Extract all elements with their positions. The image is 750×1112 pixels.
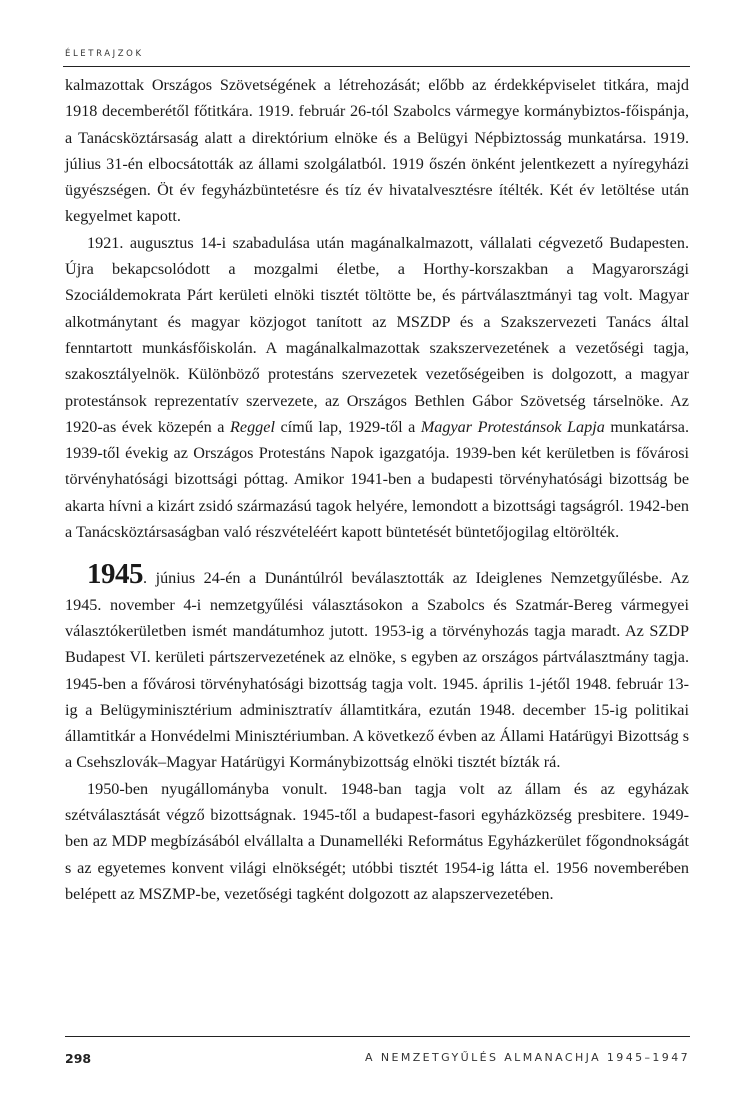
paragraph-3-text: . június 24-én a Dunántúlról beválasztották az Ideiglenes Nemzetgyűlésbe. Az 1945. november 4-i nemzetgyűlési választásokon a Szabolcs és Szatmár-Bereg vármegyei választókerületben ismét mandátumhoz jutott. 1953-ig a törvényhozás tagja maradt. Az SZDP Budapest VI. kerületi pártszervezetének az elnöke, s egyben az országos pártválasztmány tagja. 1945-ben a fővárosi törvényhatósági bizottság tagja volt. 1945. április 1-jétől 1948. február 13-ig a Belügyminisztérium adminisztratív államtitkára, ezután 1948. december 15-ig politikai államtitkár a Honvédelmi Minisztériumban. A következő évben az Állami Határügyi Bizottság s a Csehszlovák–Magyar Határügyi Kormánybizottság elnöki tisztét bízták rá.	[65, 569, 689, 772]
paragraph-2-part-a: 1921. augusztus 14-i szabadulása után magánalkalmazott, vállalati cégvezető Budapesten. Újra bekapcsolódott a mozgalmi életbe, a Horthy-korszakban a Magyarországi Szociáldemokrata Párt kerületi elnöki tisztét töltötte be, és pártválasztmányi tag volt. Magyar alkotmánytant és magyar közjogot tanított az MSZDP és a Szakszervezeti Tanács által fenntartott munkásfőiskolán. A magánalkalmazottak szakszervezetének a vezetőségi tagja, szakosztályelnök. Különböző protestáns szervezetek vezetőségeiben is dolgozott, a magyar protestánsok reprezentatív szervezete, az Országos Bethlen Gábor Szövetség társelnöke. Az 1920-as évek közepén a	[65, 233, 689, 436]
body-text	[65, 72, 689, 907]
newspaper-title-reggel: Reggel	[230, 417, 275, 436]
running-foot: A NEMZETGYŰLÉS ALMANACHJA 1945–1947	[365, 1051, 690, 1064]
page-number: 298	[65, 1051, 92, 1066]
paragraph-3	[65, 558, 689, 775]
paragraph-4: 1950-ben nyugállományba vonult. 1948-ban tagja volt az állam és az egyházak szétválasztását végző bizottságnak. 1945-től a budapest-fasori egyházközség presbitere. 1949-ben az MDP megbízásából elvállalta a Dunamelléki Református Egyházkerület főgondnokságát s az egyetemes konvent világi elnökségét; utóbbi tisztét 1954-ig látta el. 1956 novemberében belépett az MSZMP-be, vezetőségi tagként dolgozott az alapszervezetében.	[65, 779, 689, 903]
paragraph-1: kalmazottak Országos Szövetségének a létrehozását; előbb az érdekképviselet titkára, majd 1918 decemberétől főtitkára. 1919. február 26-tól Szabolcs vármegye kormánybiztos-főispánja, a Tanácsköztársaság alatt a direktórium elnöke és a Belügyi Népbiztosság munkatársa. 1919. július 31-én elbocsátották az állami szolgálatból. 1919 őszén önként jelentkezett a nyíregyházi ügyészségen. Öt év fegyházbüntetésre és tíz év hivatalvesztésre ítélték. Két év letöltése után kegyelmet kapott.	[65, 76, 689, 226]
footer-rule	[65, 1036, 690, 1037]
newspaper-title-protestans: Magyar Protestánsok Lapja	[420, 417, 605, 436]
running-head: ÉLETRAJZOK	[65, 49, 144, 59]
paragraph-2-part-c: munkatársa. 1939-től évekig az Országos Protestáns Napok igazgatója. 1939-ben két kerületben is fővárosi törvényhatósági bizottsági póttag. Amikor 1941-ben a budapesti törvényhatósági bizottság be akarta hívni a kizárt zsidó származású tagok helyére, lemondott a bizottsági tagságról. 1942-ben a Tanácsköztársaságban való részvételéért kapott büntetését büntetőjogilag eltörölték.	[65, 417, 689, 542]
paragraph-2-part-b: című lap, 1929-től a	[274, 417, 421, 436]
header-rule	[63, 66, 690, 67]
section-year-heading: 1945	[87, 558, 143, 591]
paragraph-2	[65, 230, 689, 546]
